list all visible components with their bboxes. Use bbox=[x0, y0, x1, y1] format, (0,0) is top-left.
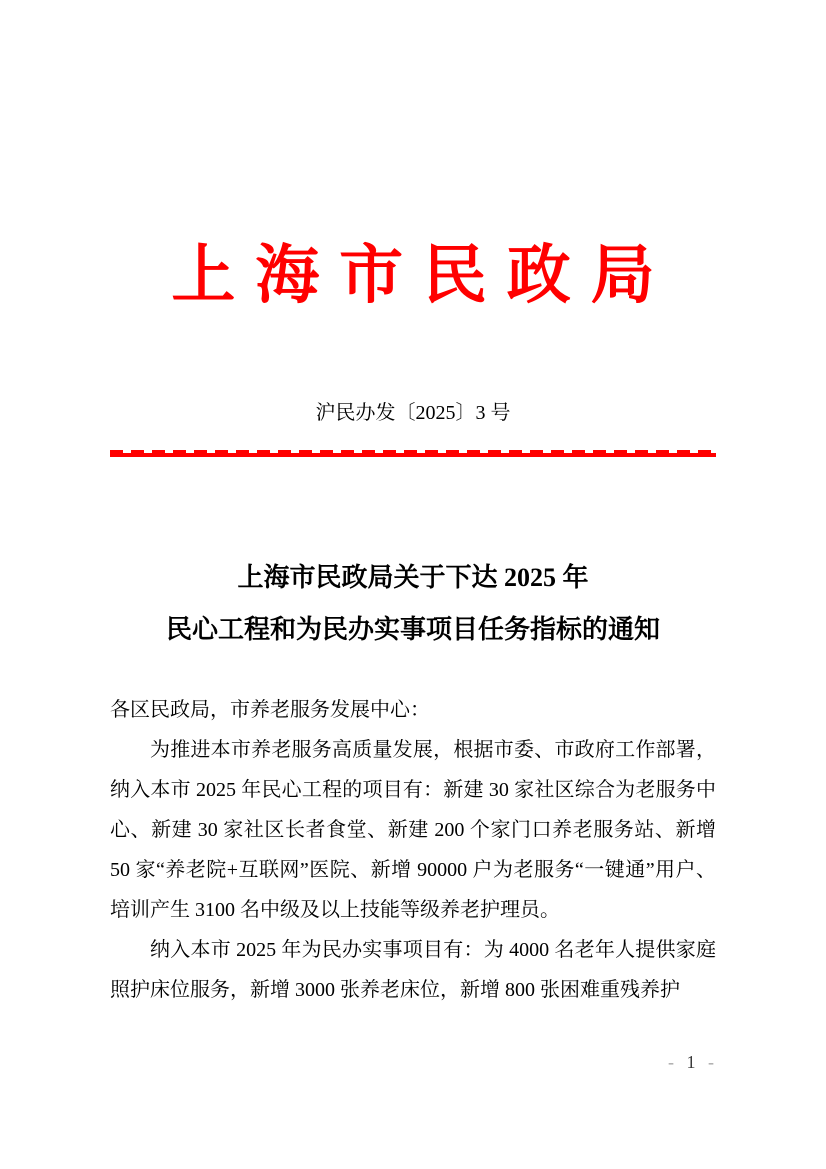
agency-masthead: 上海市民政局 bbox=[171, 240, 675, 311]
page-number bbox=[668, 1050, 716, 1074]
document-title-line2: 民心工程和为民办实事项目任务指标的通知 bbox=[165, 615, 660, 644]
document-title-line1: 上海市民政局关于下达 2025 年 bbox=[237, 563, 589, 592]
page-number-right-dash: - bbox=[708, 1052, 716, 1072]
document-title bbox=[0, 552, 826, 656]
page-number-left-dash: - bbox=[668, 1052, 676, 1072]
red-separator-line bbox=[110, 450, 716, 457]
document-body bbox=[110, 690, 716, 1010]
page-number-value: 1 bbox=[686, 1052, 698, 1072]
document-reference-number: 沪民办发〔2025〕3 号 bbox=[315, 402, 511, 424]
salutation-line: 各区民政局，市养老服务发展中心： bbox=[110, 699, 430, 721]
paragraph-practical-projects: 纳入本市 2025 年为民办实事项目有：为 4000 名老年人提供家庭照护床位服务，新增 3000 张养老床位，新增 800 张困难重残养护 bbox=[110, 939, 716, 1001]
red-separator-solid bbox=[110, 453, 716, 457]
paragraph-minxin-projects: 为推进本市养老服务高质量发展，根据市委、市政府工作部署，纳入本市 2025 年民心工程的项目有：新建 30 家社区综合为老服务中心、新建 30 家社区长者食堂、新建 200 个家门口养老服务站、新增 50 家“养老院+互联网”医院、新增 90000 户为老服务“一键通”用户、培训产生 3100 名中级及以上技能等级养老护理员。 bbox=[110, 739, 716, 921]
